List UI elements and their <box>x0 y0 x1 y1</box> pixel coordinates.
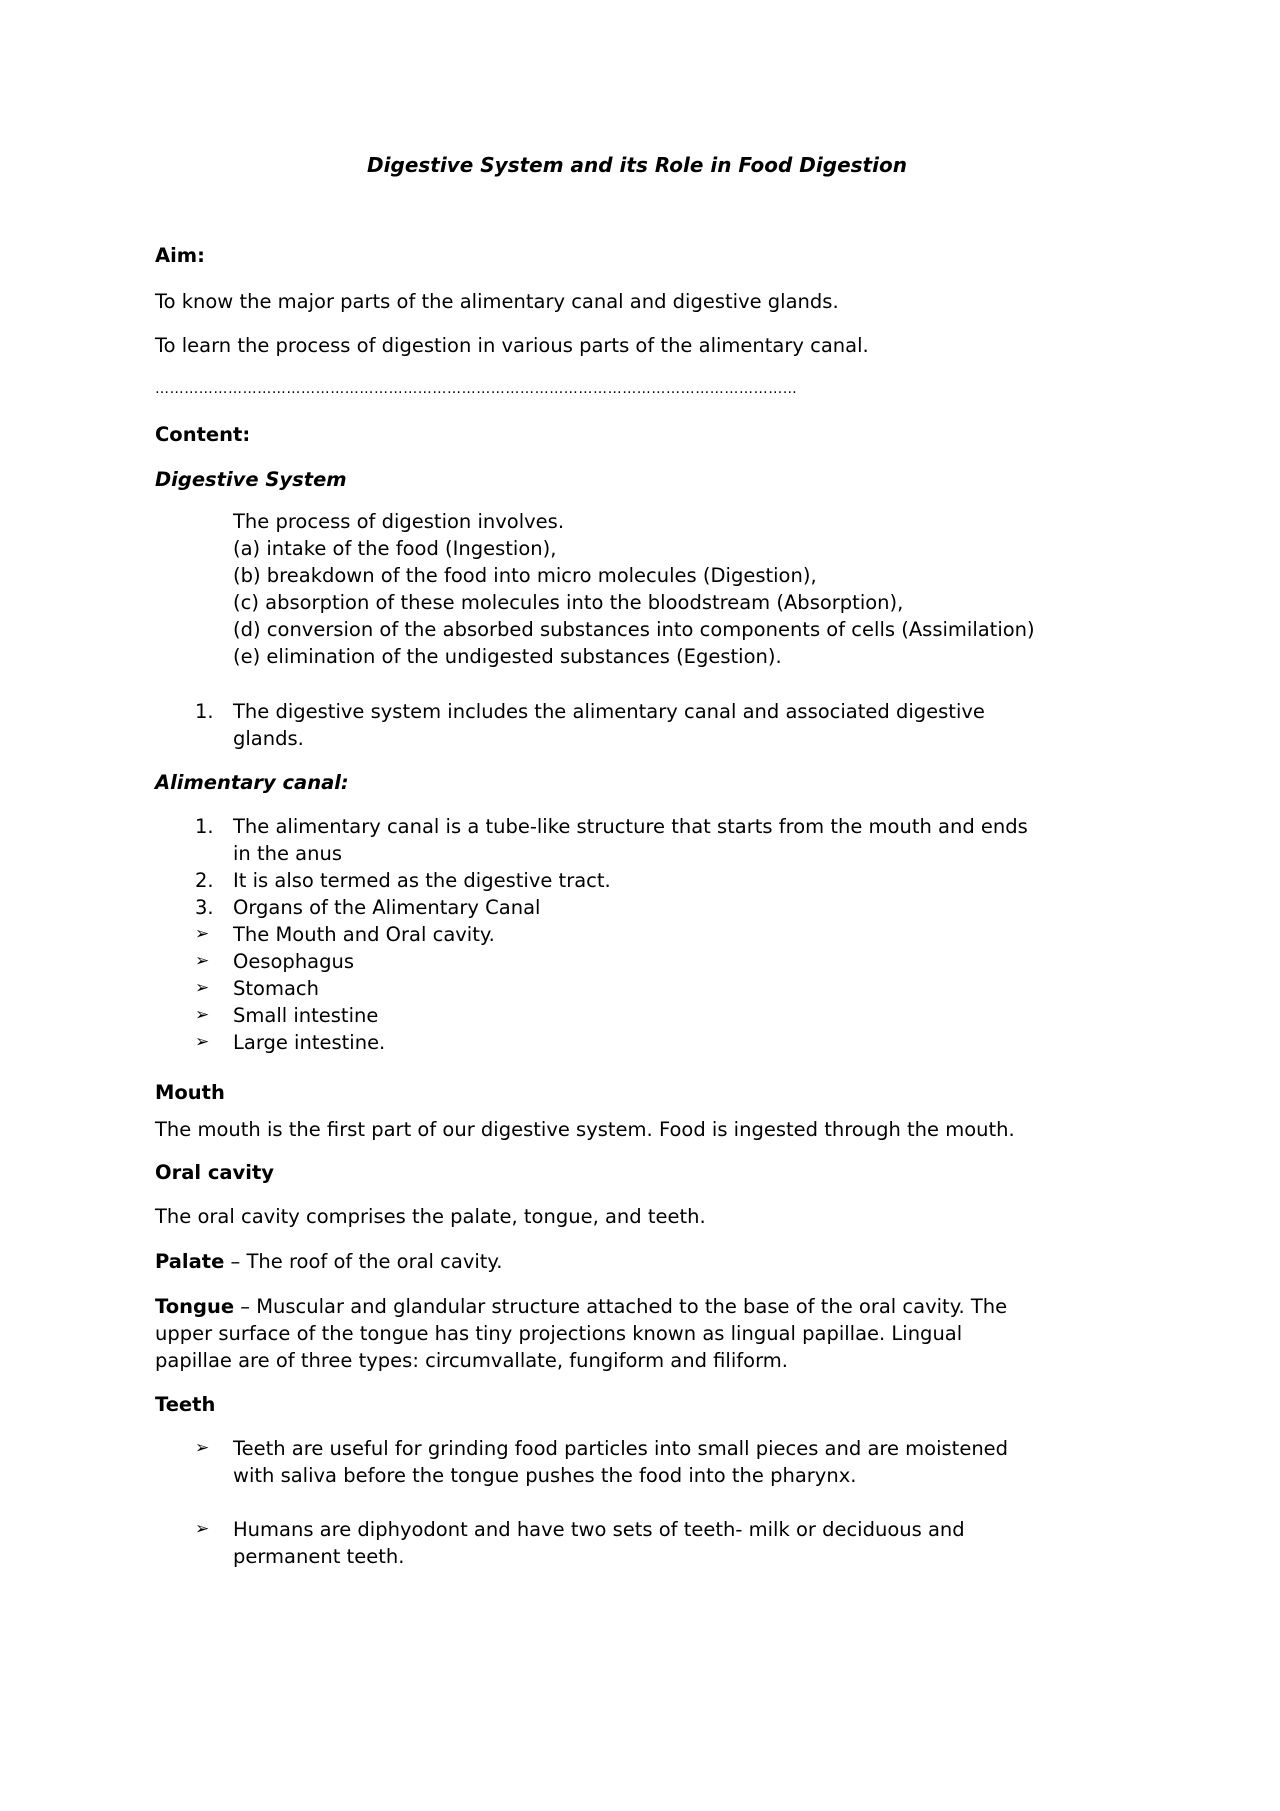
arrowhead-bullet-icon: ➢ <box>195 978 210 998</box>
tongue-definition-line-3: papillae are of three types: circumvallate, fungiform and filiform. <box>155 1349 788 1372</box>
digestion-step-e: (e) elimination of the undigested substances (Egestion). <box>233 645 782 668</box>
list-marker: 3. <box>195 896 214 919</box>
alimentary-canal-heading: Alimentary canal: <box>155 771 349 794</box>
document-title: Digestive System and its Role in Food Digestion <box>367 153 907 177</box>
alimentary-point-2: It is also termed as the digestive tract. <box>233 869 611 892</box>
teeth-heading: Teeth <box>155 1393 216 1416</box>
palate-definition-text: – The roof of the oral cavity. <box>224 1250 503 1273</box>
tongue-term: Tongue <box>155 1295 235 1318</box>
organ-item: Oesophagus <box>233 950 355 973</box>
teeth-bullet-2-line-1: Humans are diphyodont and have two sets of teeth- milk or deciduous and <box>233 1518 965 1541</box>
digestive-system-heading: Digestive System <box>155 468 347 491</box>
teeth-bullet-1-line-2: with saliva before the tongue pushes the food into the pharynx. <box>233 1464 857 1487</box>
digestion-step-c: (c) absorption of these molecules into the bloodstream (Absorption), <box>233 591 904 614</box>
digestive-system-point-1-line-1: The digestive system includes the alimentary canal and associated digestive <box>233 700 985 723</box>
arrowhead-bullet-icon: ➢ <box>195 1519 210 1539</box>
digestion-step-b: (b) breakdown of the food into micro molecules (Digestion), <box>233 564 817 587</box>
arrowhead-bullet-icon: ➢ <box>195 951 210 971</box>
oral-cavity-heading: Oral cavity <box>155 1161 274 1184</box>
teeth-bullet-2-line-2: permanent teeth. <box>233 1545 405 1568</box>
aim-heading: Aim: <box>155 244 205 267</box>
mouth-text: The mouth is the first part of our digestive system. Food is ingested through the mouth. <box>155 1118 1015 1141</box>
digestion-intro: The process of digestion involves. <box>233 510 565 533</box>
dotted-separator: …………………………………………………………………………………………………………………… <box>155 381 798 397</box>
list-marker: 1. <box>195 700 214 723</box>
arrowhead-bullet-icon: ➢ <box>195 1005 210 1025</box>
alimentary-point-3: Organs of the Alimentary Canal <box>233 896 541 919</box>
organ-item: Small intestine <box>233 1004 379 1027</box>
arrowhead-bullet-icon: ➢ <box>195 1438 210 1458</box>
arrowhead-bullet-icon: ➢ <box>195 924 210 944</box>
tongue-definition-line-2: upper surface of the tongue has tiny projections known as lingual papillae. Lingual <box>155 1322 963 1345</box>
arrowhead-bullet-icon: ➢ <box>195 1032 210 1052</box>
mouth-heading: Mouth <box>155 1081 225 1104</box>
organ-item: The Mouth and Oral cavity. <box>233 923 495 946</box>
digestion-step-a: (a) intake of the food (Ingestion), <box>233 537 557 560</box>
tongue-definition-line-1 <box>155 1293 1007 1320</box>
digestive-system-point-1-line-2: glands. <box>233 727 304 750</box>
teeth-bullet-1-line-1: Teeth are useful for grinding food particles into small pieces and are moistened <box>233 1437 1009 1460</box>
aim-line-2: To learn the process of digestion in various parts of the alimentary canal. <box>155 334 869 357</box>
tongue-text-1: – Muscular and glandular structure attached to the base of the oral cavity. The <box>234 1295 1008 1318</box>
organ-item: Large intestine. <box>233 1031 386 1054</box>
list-marker: 1. <box>195 815 214 838</box>
palate-definition <box>155 1248 502 1275</box>
digestion-step-d: (d) conversion of the absorbed substances into components of cells (Assimilation) <box>233 618 1035 641</box>
organ-item: Stomach <box>233 977 319 1000</box>
alimentary-point-1-line-1: The alimentary canal is a tube-like structure that starts from the mouth and ends <box>233 815 1028 838</box>
oral-cavity-text: The oral cavity comprises the palate, tongue, and teeth. <box>155 1205 706 1228</box>
aim-line-1: To know the major parts of the alimentary canal and digestive glands. <box>155 290 839 313</box>
alimentary-point-1-line-2: in the anus <box>233 842 343 865</box>
palate-term: Palate <box>155 1250 225 1273</box>
content-heading: Content: <box>155 423 251 446</box>
list-marker: 2. <box>195 869 214 892</box>
